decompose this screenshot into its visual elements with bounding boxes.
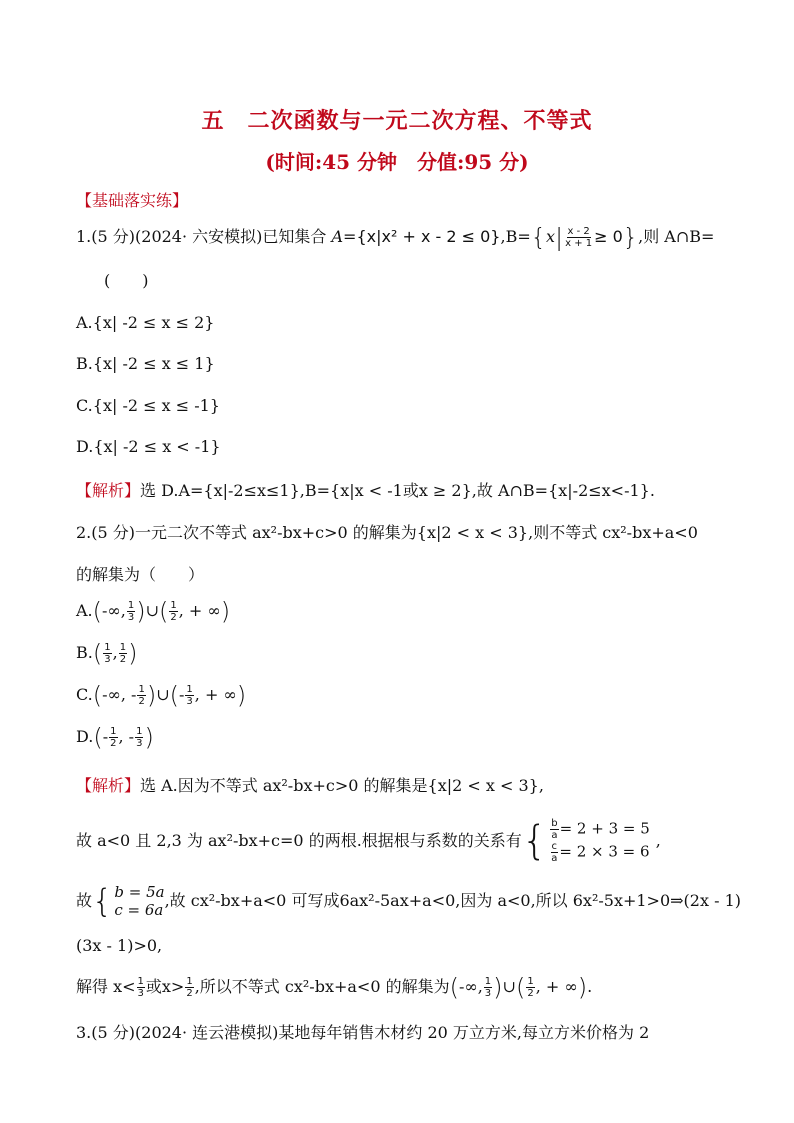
q2-optA-part1: -∞,: [102, 601, 126, 620]
q2-optA-f1d: 3: [127, 612, 135, 623]
q2-optA-cup: ∪: [145, 601, 159, 620]
q1-option-c: C.{x| -2 ≤ x ≤ -1}: [76, 396, 220, 415]
q2-a5-f2n: 1: [186, 976, 193, 987]
q2-a5-r1: -∞,: [458, 977, 483, 996]
q2-analysis-line4: (3x - 1)>0,: [76, 936, 163, 955]
q2-optA-f2n: 1: [170, 600, 177, 611]
q2-analysis-line1: [76, 775, 544, 797]
q2-stem-b: 的解集为（ ）: [76, 565, 205, 584]
q2-analysis-line3: [76, 883, 741, 919]
q2-optC-f2d: 3: [186, 696, 193, 707]
q1-setB-frac: [564, 226, 593, 249]
q1-A: A=: [331, 227, 357, 246]
q2-analysis-text2: 故 a<0 且 2,3 为 ax²-bx+c=0 的两根.根据根与系数的关系有: [76, 831, 522, 850]
q2-optD-f1d: 2: [110, 738, 117, 749]
q1-setB-post: ≥ 0: [594, 227, 623, 246]
q2-sys1-r2: = 2 × 3 = 6: [559, 842, 650, 861]
q1-analysis-text: 选 D.A={x|-2≤x≤1},B={x|x < -1或x ≥ 2},故 A∩B={x|-2≤x<-1}.: [140, 481, 655, 500]
q2-optA-f2d: 2: [170, 612, 177, 623]
q2-optC-f1n: 1: [138, 684, 145, 695]
q2-optC-part1: -∞, -: [102, 685, 137, 704]
q1-option-d: D.{x| -2 ≤ x < -1}: [76, 437, 221, 456]
q3-stem: 3.(5 分)(2024· 连云港模拟)某地每年销售木材约 20 万立方米,每立方米价格为 2: [76, 1023, 650, 1042]
q2-optB-frac1: [103, 642, 111, 665]
q2-optC-cup: ∪: [156, 685, 170, 704]
q2-optC-label: C.: [76, 685, 93, 704]
q1-stem-b: ,则 A∩B=: [638, 227, 715, 246]
q2-a5-pre: 解得 x<: [76, 977, 136, 996]
q1-option-a: A.{x| -2 ≤ x ≤ 2}: [76, 313, 215, 332]
q2-optC-frac2: [185, 684, 193, 707]
q1-paren: ( ): [104, 271, 149, 290]
q2-optD-part1: -: [102, 727, 109, 746]
q1-frac-den: x + 1: [565, 238, 593, 249]
q2-optA-label: A.: [76, 601, 93, 620]
q2-a5-f1n: 1: [137, 976, 144, 987]
q2-option-a: A.(-∞, $\frac{1}{3}$ )∪( $\frac{1}{2}$ , + ∞): [76, 597, 231, 626]
q2-option-d: D.(- $\frac{1}{2}$ , - $\frac{1}{3}$ ): [76, 723, 154, 752]
q2-sys1-r1-fd: a: [551, 830, 558, 841]
q1-setA: {x|x² + x - 2 ≤ 0}: [356, 227, 501, 246]
q1-stem: 1.(5 分)(2024· 六安模拟)已知集合 A={x|x² + x - 2 ≤ 0},B={x| $\frac{x - 2}{x + 1}$ ≥ 0},则 A∩B=: [76, 223, 715, 252]
q1-setB-pre: x: [546, 227, 556, 246]
q2-sys2-r1: b = 5a: [114, 883, 165, 901]
q2-a5-post: ,所以不等式 cx²-bx+a<0 的解集为: [194, 977, 450, 996]
q2-optA-part2: , + ∞: [178, 601, 221, 620]
q2-a5-f2d: 2: [186, 988, 193, 999]
q2-optD-frac1: [109, 726, 117, 749]
q1-option-b: B.{x| -2 ≤ x ≤ 1}: [76, 354, 215, 373]
q2-analysis-line2: [76, 818, 661, 864]
q1-stem-a: 1.(5 分)(2024· 六安模拟)已知集合: [76, 227, 332, 246]
q2-sys2-r2: c = 6a: [114, 901, 164, 919]
section-label-text: 【基础落实练】: [76, 191, 189, 210]
q1-analysis-label: 【解析】: [76, 481, 141, 500]
q2-a5-r-f2n: 1: [527, 976, 534, 987]
q2-optD-f2n: 1: [136, 726, 143, 737]
q2-optC-frac1: [137, 684, 145, 707]
q2-analysis-line5: 解得 x< $\frac{1}{3}$ 或x> $\frac{1}{2}$ ,所以不等式 cx²-bx+a<0 的解集为(-∞, $\frac{1}{3}$ )∪( $\frac{1}{2}$ , + ∞).: [76, 973, 593, 1002]
q2-sys1-r1: = 2 + 3 = 5: [559, 819, 650, 838]
q2-optD-frac2: [135, 726, 143, 749]
q1-analysis: [76, 480, 655, 502]
q2-a5-f1d: 3: [137, 988, 144, 999]
q2-optD-f2d: 3: [136, 738, 143, 749]
q2-analysis-text3-post: ,故 cx²-bx+a<0 可写成6ax²-5ax+a<0,因为 a<0,所以 6x²-5x+1>0⇒(2x - 1): [164, 891, 741, 910]
q2-optD-label: D.: [76, 727, 94, 746]
q2-a5-mid: 或x>: [145, 977, 185, 996]
q2-optB-label: B.: [76, 643, 93, 662]
section-label: [76, 190, 188, 212]
q2-optC-part3: , + ∞: [194, 685, 237, 704]
q2-optA-frac2: [169, 600, 177, 623]
q2-optC-f1d: 2: [138, 696, 145, 707]
q2-option-b: B.( $\frac{1}{3}$ , $\frac{1}{2}$ ): [76, 639, 138, 668]
q2-sys1-r1-fn: b: [551, 818, 558, 829]
q2-optB-f2n: 1: [119, 642, 127, 653]
q1-frac-num: x - 2: [567, 226, 590, 237]
q2-system-1: { $\frac{b}{a}$ = 2 + 3 = 5 $\frac{c}{a}$ = 2 × 3 = 6: [521, 818, 650, 864]
q2-optC-f2n: 1: [186, 684, 193, 695]
q2-a5-r-f1d: 3: [484, 988, 492, 999]
page-title: 五 二次函数与一元二次方程、不等式: [201, 108, 593, 134]
q2-analysis-label: 【解析】: [76, 776, 141, 795]
q2-analysis-text1: 选 A.因为不等式 ax²-bx+c>0 的解集是{x|2 < x < 3},: [140, 776, 544, 795]
q2-sys1-r2-fn: c: [551, 841, 558, 852]
q2-analysis-text3-pre: 故: [76, 891, 93, 910]
q2-a5-end: .: [587, 977, 593, 996]
q2-system-2: { b = 5a c = 6a: [92, 882, 165, 920]
q2-stem-a: 2.(5 分)一元二次不等式 ax²-bx+c>0 的解集为{x|2 < x < 3},则不等式 cx²-bx+a<0: [76, 523, 698, 542]
q2-optB-frac2: [119, 642, 127, 665]
q2-optC-part2: -: [178, 685, 185, 704]
q2-optB-f1n: 1: [104, 642, 111, 653]
q2-optD-f1n: 1: [110, 726, 117, 737]
q2-a5-r-f1n: 1: [484, 976, 492, 987]
q2-optD-part2: , -: [118, 727, 135, 746]
q2-optA-frac1: [127, 600, 135, 623]
q2-a5-cup: ∪: [502, 977, 516, 996]
q2-sys1-r2-fd: a: [551, 853, 558, 864]
q2-a5-r2: , + ∞: [535, 977, 578, 996]
q2-analysis-text2-tail: ,: [655, 831, 661, 850]
q2-optB-f2d: 2: [119, 654, 127, 665]
q2-a5-r-f2d: 2: [527, 988, 534, 999]
page-subtitle: (时间:45 分钟 分值:95 分): [265, 150, 529, 174]
q2-optA-f1n: 1: [127, 600, 135, 611]
q2-option-c: C.(-∞, - $\frac{1}{2}$ )∪(- $\frac{1}{3}$ , + ∞): [76, 681, 247, 710]
q2-optB-f1d: 3: [104, 654, 111, 665]
q1-B: ,B=: [500, 227, 531, 246]
